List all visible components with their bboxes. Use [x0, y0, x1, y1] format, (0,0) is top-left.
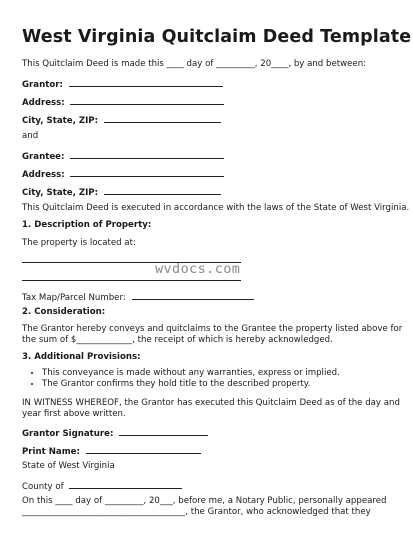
grantor-address-label: Address:: [22, 98, 65, 108]
section-3-heading: 3. Additional Provisions:: [22, 352, 141, 362]
grantor-signature-row: [22, 426, 208, 440]
notary-line-1: On this ____ day of _________, 20___, before me, a Notary Public, personally appeared: [22, 496, 387, 506]
tax-map-row: [22, 290, 254, 304]
grantor-address-row: [22, 95, 224, 109]
notary-line-2: ______________________________________, the Grantor, who acknowledged that they: [22, 507, 371, 517]
grantor-signature-label: Grantor Signature:: [22, 429, 114, 439]
county-label: County of: [22, 482, 64, 492]
grantor-signature-blank[interactable]: [119, 426, 208, 436]
grantor-city-row: [22, 113, 221, 127]
grantee-city-blank[interactable]: [104, 185, 221, 195]
grantee-field-row: [22, 149, 224, 163]
and-text: and: [22, 131, 39, 141]
provision-item: • The Grantor confirms they hold title to the described property.: [42, 379, 340, 390]
grantee-label: Grantee:: [22, 152, 65, 162]
print-name-label: Print Name:: [22, 447, 80, 457]
county-row: [22, 479, 182, 493]
print-name-blank[interactable]: [86, 444, 201, 454]
witness-line-2: year first above written.: [22, 409, 126, 419]
consideration-line-1: The Grantor hereby conveys and quitclaims to the Grantee the property listed above for: [22, 324, 403, 334]
grantor-field-row: [22, 77, 223, 91]
grantee-blank[interactable]: [70, 149, 224, 159]
grantor-address-blank[interactable]: [70, 95, 224, 105]
provisions-list: [22, 368, 340, 390]
property-located-text: The property is located at:: [22, 238, 136, 248]
grantee-address-label: Address:: [22, 170, 65, 180]
grantor-blank[interactable]: [69, 77, 223, 87]
watermark: wvdocs.com: [155, 261, 241, 277]
provision-item: • This conveyance is made without any warranties, express or implied.: [42, 368, 340, 379]
grantee-address-blank[interactable]: [70, 167, 224, 177]
grantor-city-label: City, State, ZIP:: [22, 116, 99, 126]
document-title: West Virginia Quitclaim Deed Template: [22, 27, 412, 47]
intro-text: This Quitclaim Deed is made this ____ day of _________, 20____, by and between:: [22, 59, 367, 69]
grantee-city-row: [22, 185, 221, 199]
tax-map-label: Tax Map/Parcel Number:: [22, 293, 126, 303]
grantee-city-label: City, State, ZIP:: [22, 188, 99, 198]
witness-line-1: IN WITNESS WHEREOF, the Grantor has executed this Quitclaim Deed as of the day and: [22, 398, 400, 408]
print-name-row: [22, 444, 201, 458]
section-2-heading: 2. Consideration:: [22, 307, 106, 317]
tax-map-blank[interactable]: [132, 290, 254, 300]
grantor-label: Grantor:: [22, 80, 63, 90]
grantee-address-row: [22, 167, 224, 181]
consideration-line-2: the sum of $_____________, the receipt of which is hereby acknowledged.: [22, 335, 333, 345]
executed-text: This Quitclaim Deed is executed in accordance with the laws of the State of West Virginia.: [22, 203, 410, 213]
property-line-2[interactable]: [22, 280, 241, 281]
section-1-heading: 1. Description of Property:: [22, 220, 152, 230]
grantor-city-blank[interactable]: [104, 113, 221, 123]
state-text: State of West Virginia: [22, 461, 115, 471]
county-blank[interactable]: [69, 479, 182, 489]
